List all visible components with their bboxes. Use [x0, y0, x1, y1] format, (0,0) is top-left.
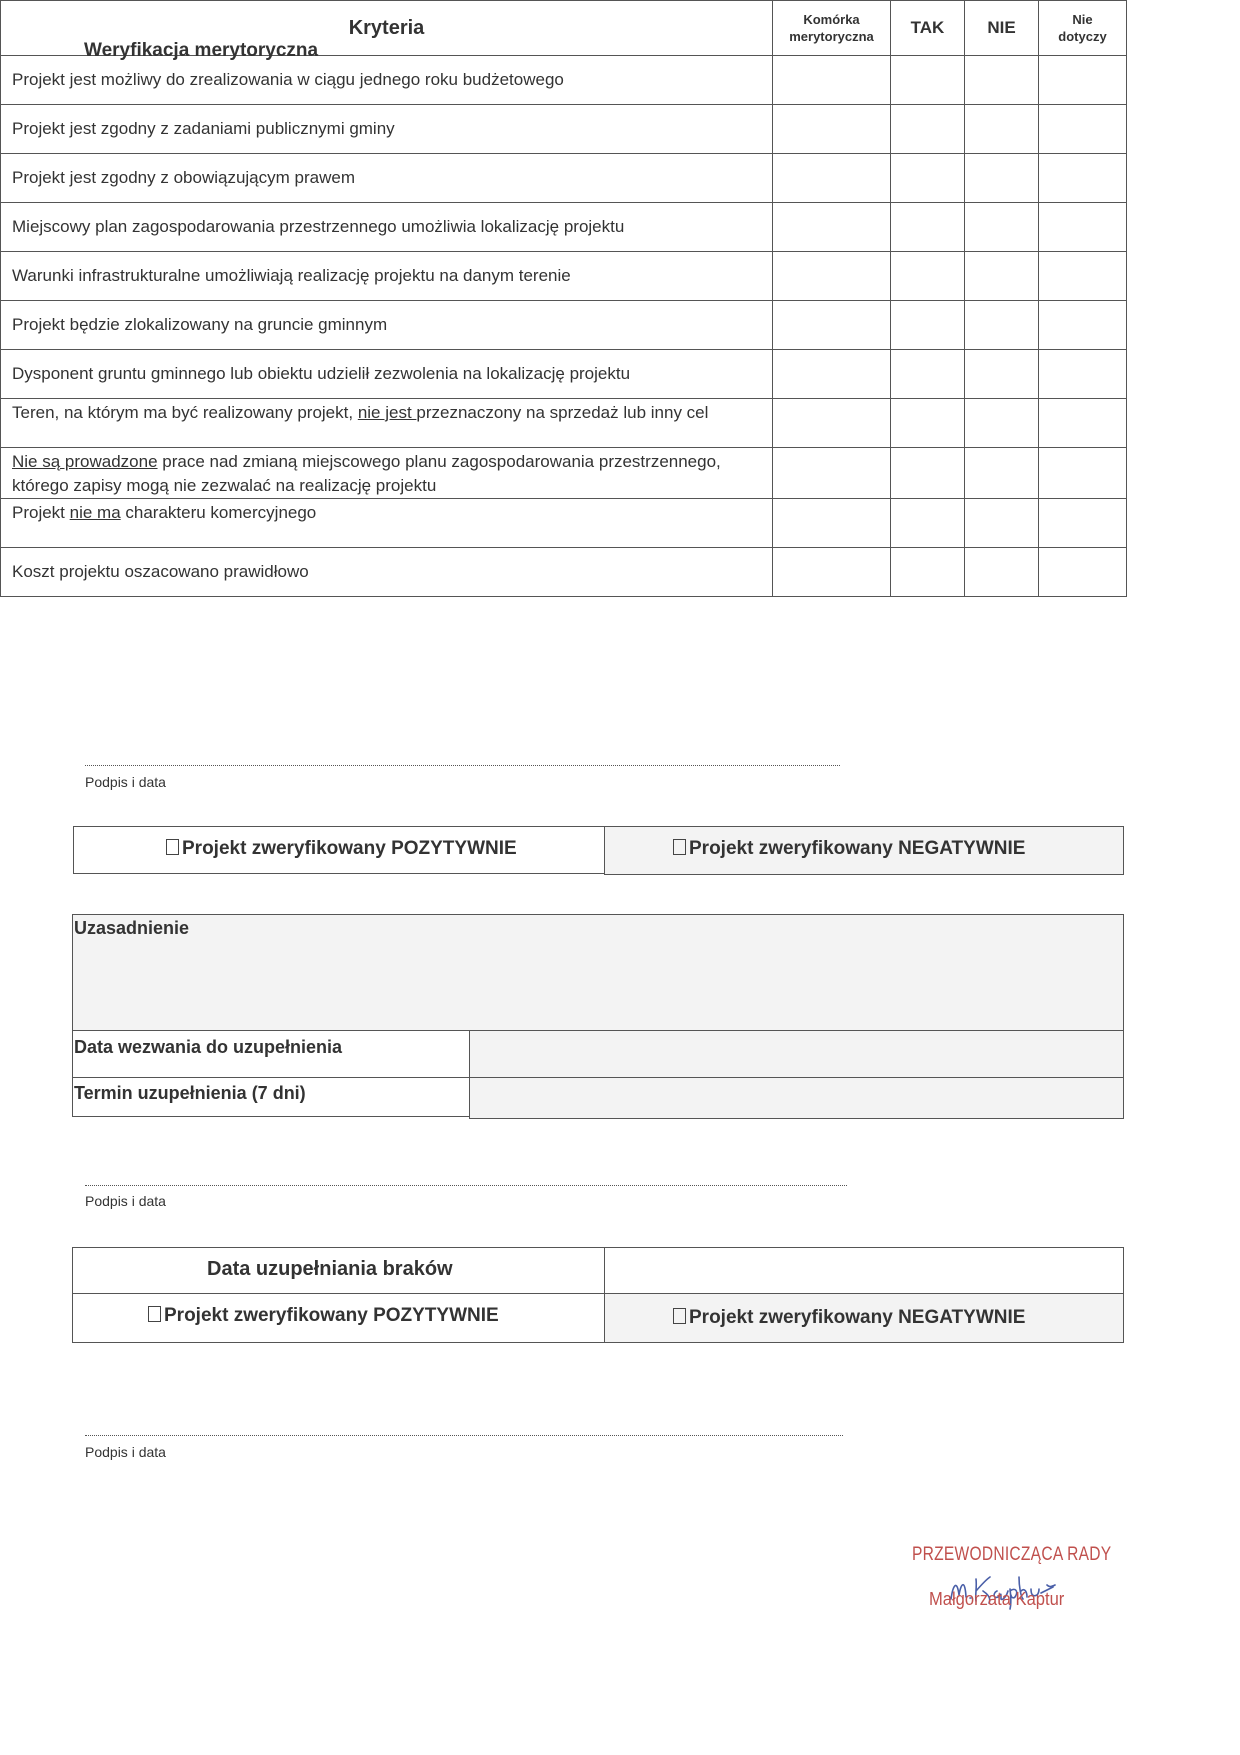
- criteria-text: Teren, na którym ma być realizowany projekt, nie jest przeznaczony na sprzedaż lub inny cel: [1, 399, 773, 448]
- header-cell: Komórka merytoryczna: [773, 1, 891, 56]
- not-applicable-checkbox[interactable]: [1039, 56, 1127, 105]
- supplement-negative-box[interactable]: [604, 1293, 1124, 1343]
- criteria-row: [1, 154, 1127, 203]
- verified-negative-box[interactable]: [604, 826, 1124, 875]
- no-checkbox[interactable]: [965, 56, 1039, 105]
- yes-checkbox[interactable]: [891, 301, 965, 350]
- stamp-name: Małgorzata Kaptur: [929, 1589, 1065, 1609]
- signature-line-1: [85, 765, 840, 766]
- request-date-label: Data wezwania do uzupełnienia: [74, 1037, 343, 1057]
- yes-checkbox[interactable]: [891, 154, 965, 203]
- request-date-field[interactable]: [469, 1030, 1124, 1080]
- cell-checkbox[interactable]: [773, 350, 891, 399]
- verified-negative-label: Projekt zweryfikowany NEGATYWNIE: [673, 838, 1025, 860]
- signature-label-2: Podpis i data: [85, 1193, 166, 1209]
- not-applicable-checkbox[interactable]: [1039, 154, 1127, 203]
- no-checkbox[interactable]: [965, 448, 1039, 499]
- deadline-label: Termin uzupełnienia (7 dni): [74, 1083, 306, 1103]
- not-applicable-checkbox[interactable]: [1039, 448, 1127, 499]
- yes-checkbox[interactable]: [891, 499, 965, 548]
- criteria-text: Projekt nie ma charakteru komercyjnego: [1, 499, 773, 548]
- cell-checkbox[interactable]: [773, 56, 891, 105]
- criteria-text: Projekt jest zgodny z obowiązującym prawem: [1, 154, 773, 203]
- yes-checkbox[interactable]: [891, 448, 965, 499]
- criteria-row: [1, 350, 1127, 399]
- checkbox-icon[interactable]: [166, 839, 179, 855]
- criteria-row: [1, 252, 1127, 301]
- no-checkbox[interactable]: [965, 105, 1039, 154]
- criteria-text: Warunki infrastrukturalne umożliwiają realizację projektu na danym terenie: [1, 252, 773, 301]
- supplement-date-label: Data uzupełniania braków: [207, 1258, 453, 1280]
- header-no: NIE: [965, 1, 1039, 56]
- verified-positive-label: Projekt zweryfikowany POZYTYWNIE: [166, 838, 517, 860]
- no-checkbox[interactable]: [965, 499, 1039, 548]
- criteria-text: Projekt będzie zlokalizowany na gruncie gminnym: [1, 301, 773, 350]
- supplement-date-field[interactable]: [604, 1247, 1124, 1296]
- no-checkbox[interactable]: [965, 203, 1039, 252]
- no-checkbox[interactable]: [965, 548, 1039, 597]
- not-applicable-checkbox[interactable]: [1039, 301, 1127, 350]
- criteria-row: [1, 448, 1127, 499]
- yes-checkbox[interactable]: [891, 252, 965, 301]
- section-title: Weryfikacja merytoryczna: [84, 40, 319, 61]
- cell-checkbox[interactable]: [773, 154, 891, 203]
- signature-label-3: Podpis i data: [85, 1444, 166, 1460]
- supplement-positive-box[interactable]: [72, 1293, 607, 1343]
- not-applicable-checkbox[interactable]: [1039, 252, 1127, 301]
- not-applicable-checkbox[interactable]: [1039, 548, 1127, 597]
- cell-checkbox[interactable]: [773, 203, 891, 252]
- header-yes: TAK: [891, 1, 965, 56]
- cell-checkbox[interactable]: [773, 399, 891, 448]
- cell-checkbox[interactable]: [773, 448, 891, 499]
- no-checkbox[interactable]: [965, 154, 1039, 203]
- checkbox-icon[interactable]: [673, 839, 686, 855]
- criteria-row: [1, 203, 1127, 252]
- not-applicable-checkbox[interactable]: [1039, 499, 1127, 548]
- header-criteria: Kryteria: [1, 1, 773, 56]
- criteria-text: Koszt projektu oszacowano prawidłowo: [1, 548, 773, 597]
- checkbox-icon[interactable]: [148, 1306, 161, 1322]
- yes-checkbox[interactable]: [891, 548, 965, 597]
- criteria-row: [1, 399, 1127, 448]
- supplement-negative-label: Projekt zweryfikowany NEGATYWNIE: [673, 1307, 1025, 1329]
- not-applicable-checkbox[interactable]: [1039, 399, 1127, 448]
- yes-checkbox[interactable]: [891, 350, 965, 399]
- stamp-title: PRZEWODNICZĄCA RADY: [912, 1544, 1112, 1565]
- request-date-label-cell: [72, 1030, 472, 1080]
- signature-label-1: Podpis i data: [85, 774, 166, 790]
- no-checkbox[interactable]: [965, 252, 1039, 301]
- yes-checkbox[interactable]: [891, 203, 965, 252]
- deadline-field[interactable]: [469, 1077, 1124, 1119]
- justification-box[interactable]: [72, 914, 1124, 1033]
- yes-checkbox[interactable]: [891, 105, 965, 154]
- supplement-positive-label: Projekt zweryfikowany POZYTYWNIE: [148, 1305, 499, 1327]
- not-applicable-checkbox[interactable]: [1039, 350, 1127, 399]
- no-checkbox[interactable]: [965, 350, 1039, 399]
- cell-checkbox[interactable]: [773, 301, 891, 350]
- no-checkbox[interactable]: [965, 399, 1039, 448]
- signature-line-3: [85, 1435, 843, 1436]
- yes-checkbox[interactable]: [891, 399, 965, 448]
- cell-checkbox[interactable]: [773, 499, 891, 548]
- yes-checkbox[interactable]: [891, 56, 965, 105]
- criteria-text: Miejscowy plan zagospodarowania przestrzennego umożliwia lokalizację projektu: [1, 203, 773, 252]
- signature-line-2: [85, 1185, 847, 1186]
- verified-positive-box[interactable]: [73, 826, 607, 874]
- not-applicable-checkbox[interactable]: [1039, 105, 1127, 154]
- header-not-applicable: Nie dotyczy: [1039, 1, 1127, 56]
- cell-checkbox[interactable]: [773, 252, 891, 301]
- criteria-row: [1, 301, 1127, 350]
- cell-checkbox[interactable]: [773, 105, 891, 154]
- not-applicable-checkbox[interactable]: [1039, 203, 1127, 252]
- criteria-text: Dysponent gruntu gminnego lub obiektu udzielił zezwolenia na lokalizację projektu: [1, 350, 773, 399]
- criteria-row: [1, 105, 1127, 154]
- criteria-text: Projekt jest zgodny z zadaniami publicznymi gminy: [1, 105, 773, 154]
- criteria-row: [1, 548, 1127, 597]
- deadline-label-cell: [72, 1077, 472, 1117]
- criteria-text: Projekt jest możliwy do zrealizowania w ciągu jednego roku budżetowego: [1, 56, 773, 105]
- criteria-row: [1, 499, 1127, 548]
- criteria-row: [1, 56, 1127, 105]
- checkbox-icon[interactable]: [673, 1308, 686, 1324]
- supplement-date-label-cell: [72, 1247, 607, 1296]
- criteria-text: Nie są prowadzone prace nad zmianą miejscowego planu zagospodarowania przestrzennego, którego zapisy mogą nie zezwalać na realizację projektu: [1, 448, 773, 499]
- justification-label: Uzasadnienie: [74, 918, 190, 938]
- criteria-table: [0, 0, 1127, 597]
- no-checkbox[interactable]: [965, 301, 1039, 350]
- cell-checkbox[interactable]: [773, 548, 891, 597]
